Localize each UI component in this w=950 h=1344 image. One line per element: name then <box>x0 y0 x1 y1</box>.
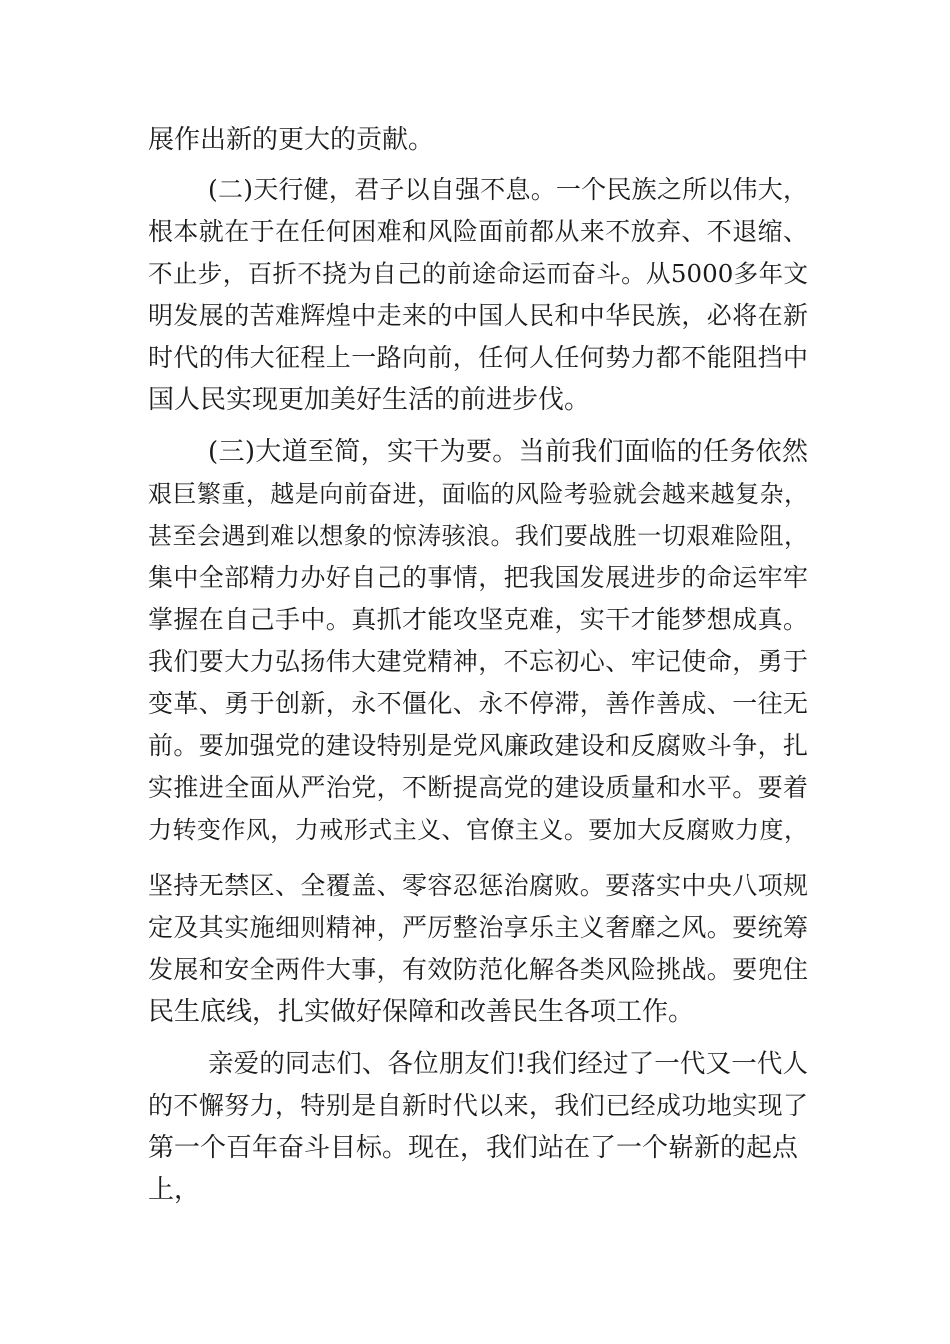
text-line: (二)天行健，君子以自强不息。一个民族之所以伟大， <box>208 175 808 204</box>
text-line: 根本就在于在任何困难和风险面前都从来不放弃、不退缩、 <box>148 217 808 246</box>
text-line: 亲爱的同志们、各位朋友们!我们经过了一代又一代人 <box>208 1049 808 1079</box>
text-line: 我们要大力弘扬伟大建党精神，不忘初心、牢记使命，勇于 <box>148 647 808 676</box>
text-line: 力转变作风，力戒形式主义、官僚主义。要加大反腐败力度， <box>148 816 808 844</box>
text-line: 掌握在自己手中。真抓才能攻坚克难，实干才能梦想成真。 <box>148 605 808 634</box>
text-line: 定及其实施细则精神，严厉整治享乐主义奢靡之风。要统筹 <box>148 913 808 942</box>
text-line: 第一个百年奋斗目标。现在，我们站在了一个崭新的起点 <box>148 1133 799 1163</box>
text-line: 展作出新的更大的贡献。 <box>148 125 435 155</box>
text-line: 民生底线，扎实做好保障和改善民生各项工作。 <box>148 997 695 1027</box>
text-line: 国人民实现更加美好生活的前进步伐。 <box>148 385 591 415</box>
text-line: 前。要加强党的建设特别是党风廉政建设和反腐败斗争，扎 <box>148 731 808 760</box>
text-line: 艰巨繁重，越是向前奋进，面临的风险考验就会越来越复杂， <box>148 480 808 508</box>
text-line: 甚至会遇到难以想象的惊涛骇浪。我们要战胜一切艰难险阻， <box>148 522 808 550</box>
text-line: 上， <box>148 1175 201 1205</box>
text-line: (三)大道至简，实干为要。当前我们面临的任务依然 <box>208 437 808 467</box>
text-line: 时代的伟大征程上一路向前，任何人任何势力都不能阻挡中 <box>148 343 808 372</box>
text-line: 坚持无禁区、全覆盖、零容忍惩治腐败。要落实中央八项规 <box>148 871 808 900</box>
text-line: 明发展的苦难辉煌中走来的中国人民和中华民族，必将在新 <box>148 301 808 330</box>
text-line: 实推进全面从严治党，不断提高党的建设质量和水平。要着 <box>148 773 808 802</box>
text-line: 的不懈努力，特别是自新时代以来，我们已经成功地实现了 <box>148 1091 808 1120</box>
text-line: 发展和安全两件大事，有效防范化解各类风险挑战。要兜住 <box>148 955 808 984</box>
text-line: 变革、勇于创新，永不僵化、永不停滞，善作善成、一往无 <box>148 689 808 718</box>
text-line: 不止步，百折不挠为自己的前途命运而奋斗。从5000多年文 <box>148 259 808 288</box>
text-line: 集中全部精力办好自己的事情，把我国发展进步的命运牢牢 <box>148 563 808 592</box>
